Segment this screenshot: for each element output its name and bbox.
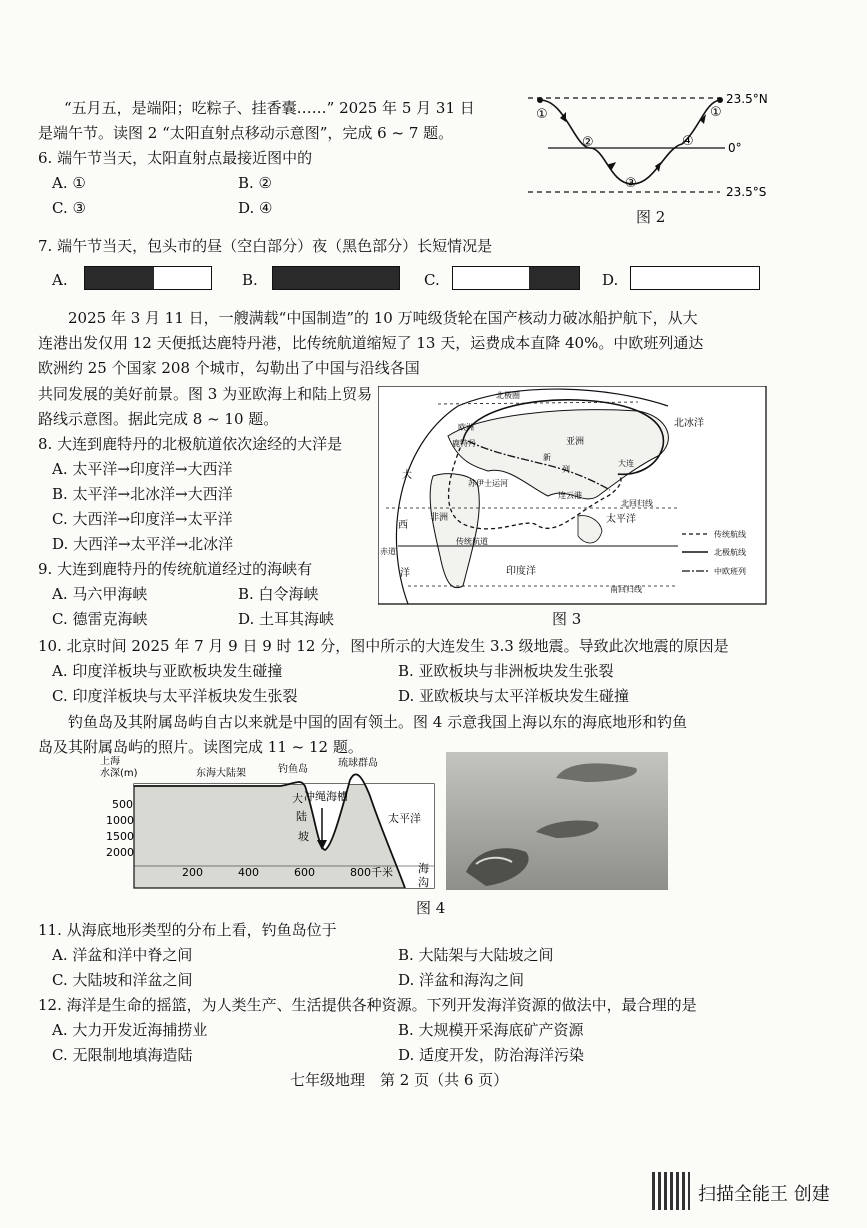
intro-2-line-5: 路线示意图。据此完成 8 ~ 10 题。 (38, 410, 279, 428)
q11-option-c: C. 大陆坡和洋盆之间 (52, 971, 193, 989)
figure-2-caption: 图 2 (636, 208, 666, 226)
svg-text:琉球群岛: 琉球群岛 (338, 758, 378, 769)
label-point-2: ② (582, 135, 594, 150)
svg-text:太平洋: 太平洋 (388, 812, 421, 825)
svg-text:列: 列 (562, 465, 570, 474)
svg-text:新: 新 (543, 453, 551, 462)
svg-text:赤道: 赤道 (380, 547, 396, 556)
label-point-4: ④ (682, 134, 694, 149)
svg-text:500: 500 (112, 798, 133, 811)
q7-label-d: D. (602, 271, 619, 289)
svg-text:北极航线: 北极航线 (714, 548, 746, 557)
label-23n: 23.5°N (726, 92, 768, 106)
q10-option-c: C. 印度洋板块与太平洋板块发生张裂 (52, 687, 298, 705)
q7-bar-b (272, 266, 400, 290)
intro-2-line-3: 欧洲约 25 个国家 208 个城市，勾勒出了中国与沿线各国 (38, 359, 420, 377)
svg-text:南回归线: 南回归线 (610, 585, 642, 594)
q7-bar-c (452, 266, 580, 290)
q12-stem: 12. 海洋是生命的摇篮，为人类生产、生活提供各种资源。下列开发海洋资源的做法中，最合理的是 (38, 996, 697, 1014)
svg-text:水深(m): 水深(m) (100, 768, 138, 779)
q12-option-a: A. 大力开发近海捕捞业 (52, 1021, 208, 1039)
q11-stem: 11. 从海底地形类型的分布上看，钓鱼岛位于 (38, 921, 337, 939)
q8-option-d: D. 大西洋→太平洋→北冰洋 (52, 535, 234, 553)
q7-label-c: C. (424, 271, 440, 289)
page-footer: 七年级地理 第 2 页（共 6 页） (290, 1071, 509, 1089)
svg-text:北冰洋: 北冰洋 (674, 418, 704, 429)
point-start (537, 97, 543, 103)
q10-option-b: B. 亚欧板块与非洲板块发生张裂 (398, 662, 614, 680)
q10-option-d: D. 亚欧板块与太平洋板块发生碰撞 (398, 687, 630, 705)
svg-text:印度洋: 印度洋 (506, 566, 536, 577)
q12-option-c: C. 无限制地填海造陆 (52, 1046, 193, 1064)
q6-option-a: A. ① (52, 174, 86, 192)
intro-3-line-1: 钓鱼岛及其附属岛屿自古以来就是中国的固有领土。图 4 示意我国上海以东的海底地形和钓鱼 (68, 713, 688, 731)
intro-2-line-4: 共同发展的美好前景。图 3 为亚欧海上和陆上贸易 (38, 385, 373, 403)
svg-text:苏伊士运河: 苏伊士运河 (468, 479, 508, 488)
q9-option-d: D. 土耳其海峡 (238, 610, 335, 628)
svg-text:沟: 沟 (418, 876, 429, 889)
intro-2-line-2: 连港出发仅用 12 天便抵达鹿特丹港，比传统航道缩短了 13 天，运费成本直降 40%。中欧班列通达 (38, 334, 704, 352)
q10-option-a: A. 印度洋板块与亚欧板块发生碰撞 (52, 662, 283, 680)
svg-text:鹿特丹: 鹿特丹 (452, 439, 476, 448)
svg-text:坡: 坡 (298, 830, 309, 843)
svg-text:冲绳海槽: 冲绳海槽 (304, 790, 348, 803)
q6-option-c: C. ③ (52, 199, 86, 217)
q8-option-b: B. 太平洋→北冰洋→大西洋 (52, 485, 233, 503)
q6-option-d: D. ④ (238, 199, 273, 217)
svg-text:大: 大 (292, 792, 303, 805)
svg-text:太平洋: 太平洋 (606, 514, 636, 525)
q8-option-a: A. 太平洋→印度洋→大西洋 (52, 460, 233, 478)
q9-option-c: C. 德雷克海峡 (52, 610, 148, 628)
q9-option-b: B. 白令海峡 (238, 585, 319, 603)
svg-text:2000: 2000 (106, 846, 134, 859)
q11-option-b: B. 大陆架与大陆坡之间 (398, 946, 554, 964)
svg-text:传统航线: 传统航线 (714, 530, 746, 539)
svg-text:欧洲: 欧洲 (458, 423, 474, 432)
q11-option-a: A. 洋盆和洋中脊之间 (52, 946, 193, 964)
label-23s: 23.5°S (726, 185, 767, 199)
figure-4-island-photo (446, 752, 668, 890)
q9-stem: 9. 大连到鹿特丹的传统航道经过的海峡有 (38, 560, 313, 578)
svg-text:大连: 大连 (618, 459, 634, 468)
figure-3-trade-route-map (378, 386, 768, 606)
scanner-watermark: 扫描全能王 创建 (698, 1184, 830, 1205)
q10-stem: 10. 北京时间 2025 年 7 月 9 日 9 时 12 分，图中所示的大连发生 3.3 级地震。导致此次地震的原因是 (38, 637, 729, 655)
svg-text:1500: 1500 (106, 830, 134, 843)
q8-stem: 8. 大连到鹿特丹的北极航道依次途经的大洋是 (38, 435, 343, 453)
q11-option-d: D. 洋盆和海沟之间 (398, 971, 525, 989)
intro-3-line-2: 岛及其附属岛屿的照片。读图完成 11 ~ 12 题。 (38, 738, 363, 756)
q7-bar-d (630, 266, 760, 290)
figure-2-sun-path (520, 88, 780, 212)
svg-text:连云港: 连云港 (558, 491, 582, 500)
q7-stem: 7. 端午节当天，包头市的昼（空白部分）夜（黑色部分）长短情况是 (38, 237, 493, 255)
svg-text:200: 200 (182, 866, 203, 879)
q12-option-b: B. 大规模开采海底矿产资源 (398, 1021, 584, 1039)
svg-text:北极圈: 北极圈 (496, 391, 520, 400)
svg-text:北回归线: 北回归线 (621, 499, 653, 508)
svg-text:800千米: 800千米 (350, 866, 393, 879)
svg-text:中欧班列: 中欧班列 (714, 567, 746, 576)
figure-4-seafloor-profile (100, 756, 436, 890)
q12-option-d: D. 适度开发，防治海洋污染 (398, 1046, 585, 1064)
svg-text:大: 大 (402, 470, 412, 481)
svg-text:400: 400 (238, 866, 259, 879)
point-end (717, 97, 723, 103)
q6-stem: 6. 端午节当天，太阳直射点最接近图中的 (38, 149, 313, 167)
q9-option-a: A. 马六甲海峡 (52, 585, 148, 603)
svg-text:上海: 上海 (100, 756, 120, 767)
label-0: 0° (728, 141, 742, 155)
label-point-1: ① (536, 107, 548, 122)
svg-text:海: 海 (418, 862, 429, 875)
intro-2-line-1: 2025 年 3 月 11 日，一艘满载“中国制造”的 10 万吨级货轮在国产核动力破冰船护航下，从大 (68, 309, 698, 327)
label-point-1b: ① (710, 105, 722, 120)
figure-3-caption: 图 3 (552, 610, 582, 628)
label-point-3: ③ (625, 176, 637, 191)
q7-label-b: B. (242, 271, 258, 289)
svg-text:传统航道: 传统航道 (456, 537, 488, 546)
q6-option-b: B. ② (238, 174, 273, 192)
intro-1-line-1: “五月五，是端阳；吃粽子、挂香囊……” 2025 年 5 月 31 日 (64, 99, 475, 117)
svg-text:非洲: 非洲 (430, 513, 449, 523)
svg-text:600: 600 (294, 866, 315, 879)
svg-text:东海大陆架: 东海大陆架 (196, 768, 246, 779)
intro-1-line-2: 是端午节。读图 2 “太阳直射点移动示意图”，完成 6 ~ 7 题。 (38, 124, 454, 142)
q7-bar-a (84, 266, 212, 290)
svg-text:西: 西 (398, 520, 408, 531)
svg-text:钓鱼岛: 钓鱼岛 (278, 764, 308, 775)
svg-text:亚洲: 亚洲 (566, 437, 585, 447)
qr-code-icon (652, 1172, 690, 1210)
figure-4-caption: 图 4 (416, 899, 446, 917)
q7-label-a: A. (52, 271, 68, 289)
svg-text:陆: 陆 (296, 810, 307, 823)
svg-text:洋: 洋 (400, 568, 410, 579)
svg-text:1000: 1000 (106, 814, 134, 827)
q8-option-c: C. 大西洋→印度洋→太平洋 (52, 510, 233, 528)
